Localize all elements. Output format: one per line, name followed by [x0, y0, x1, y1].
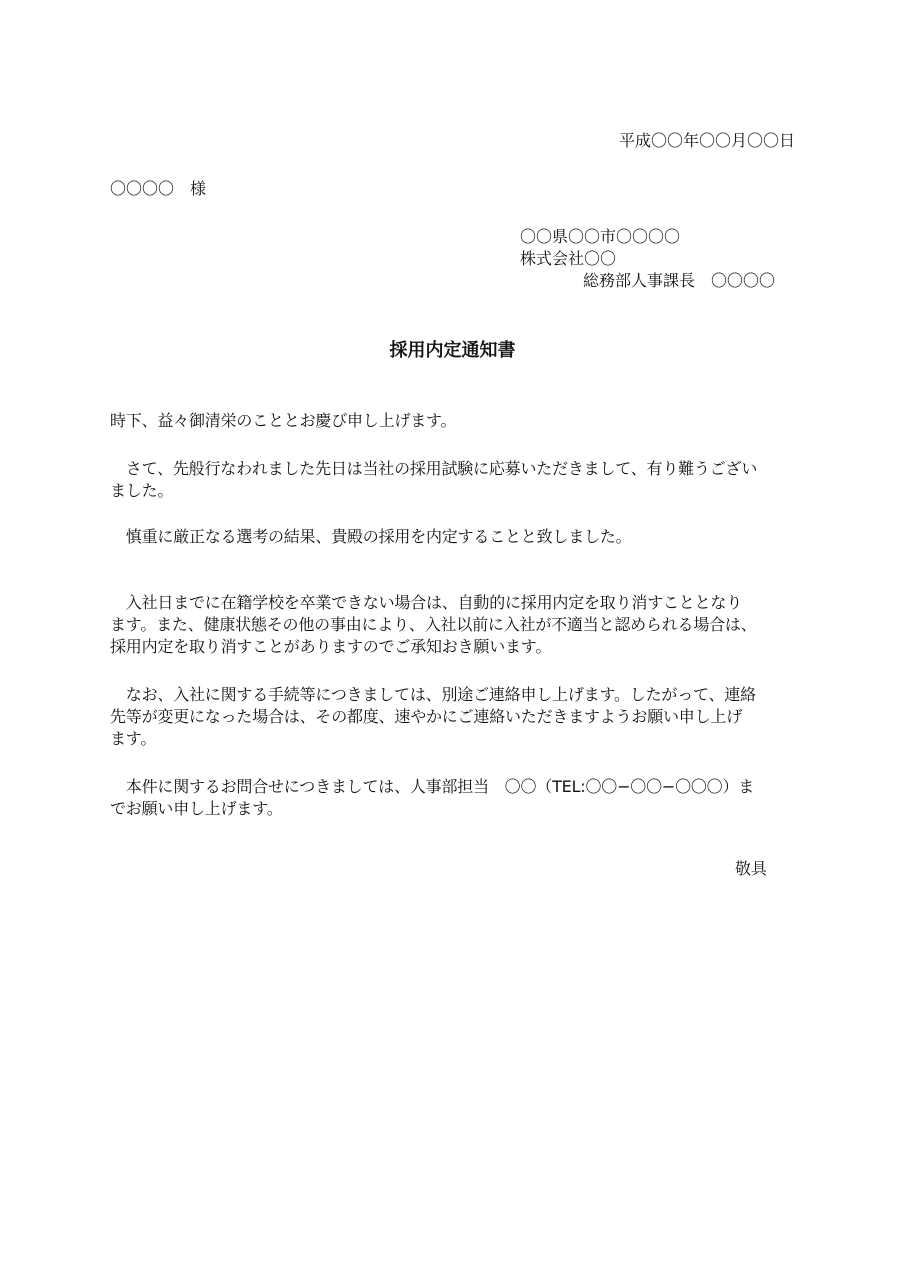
paragraph-line: 先等が変更になった場合は、その都度、速やかにご連絡いただきますようお願い申し上げ — [110, 707, 743, 726]
paragraph — [110, 592, 810, 658]
recipient-name: 〇〇〇〇 様 — [110, 179, 207, 198]
paragraph-line: ます。 — [110, 729, 157, 748]
paragraph — [110, 684, 810, 750]
paragraph-line: さて、先般行なわれました先日は当社の採用試験に応募いただきまして、有り難うござい — [110, 459, 758, 478]
paragraph — [110, 526, 810, 548]
closing-remark: 敬具 — [734, 859, 767, 878]
sender-company: 株式会社〇〇 — [520, 249, 617, 268]
paragraph-line: 入社日までに在籍学校を卒業できない場合は、自動的に採用内定を取り消すこととなり — [110, 593, 743, 612]
sender-person: 総務部人事課長 〇〇〇〇 — [583, 271, 776, 290]
greeting: 時下、益々御清栄のこととお慶び申し上げます。 — [110, 411, 457, 430]
sender-block — [520, 226, 775, 292]
paragraph-line: 慎重に厳正なる選考の結果、貴殿の採用を内定することと致しました。 — [110, 527, 632, 546]
letter-body — [110, 410, 810, 820]
paragraph-line: ます。また、健康状態その他の事由により、入社以前に入社が不適当と認められる場合は、 — [110, 615, 757, 634]
paragraph-line: でお願い申し上げます。 — [110, 799, 283, 818]
paragraph — [110, 458, 810, 502]
paragraph — [110, 776, 810, 820]
paragraph-line: 本件に関するお問合せにつきましては、人事部担当 〇〇（TEL:〇〇−〇〇−〇〇〇）ま — [110, 777, 755, 796]
sender-address: 〇〇県〇〇市〇〇〇〇 — [520, 227, 681, 246]
letter-date: 平成〇〇年〇〇月〇〇日 — [618, 131, 795, 150]
paragraph-line: ました。 — [110, 481, 174, 500]
paragraph-line: 採用内定を取り消すことがありますのでご承知おき願います。 — [110, 637, 552, 656]
document-title: 採用内定通知書 — [389, 340, 516, 361]
paragraph-line: なお、入社に関する手続等につきましては、別途ご連絡申し上げます。したがって、連絡 — [110, 685, 756, 704]
